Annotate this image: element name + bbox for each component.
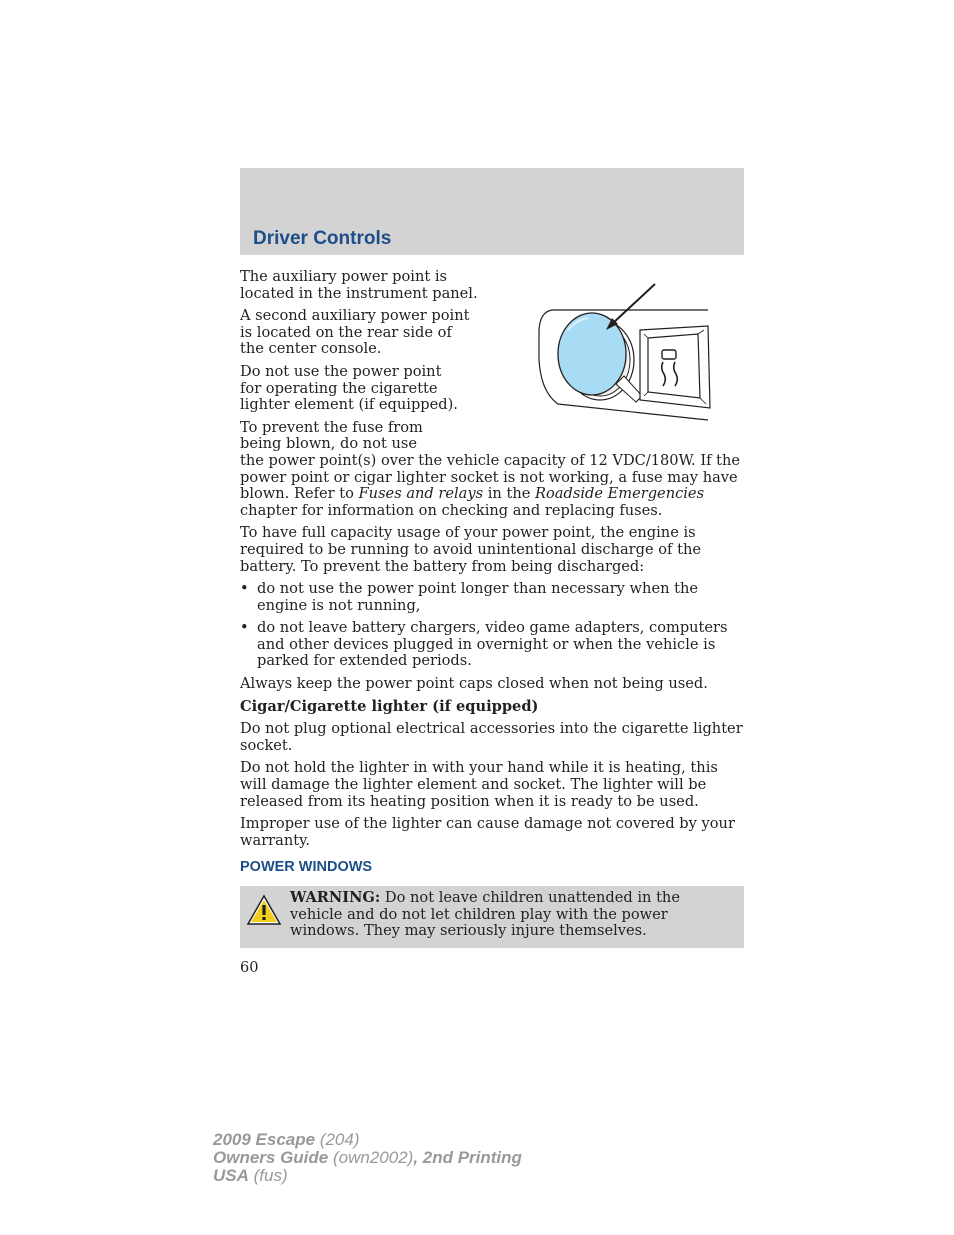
paragraph-improper-use: Improper use of the lighter can cause damage not covered by your warranty. [240, 815, 735, 849]
paragraph-no-accessories: Do not plug optional electrical accessories into the cigarette lighter socket. [240, 720, 743, 754]
paragraph-no-lighter-element: Do not use the power point for operating the cigarette lighter element (if equipped). [240, 362, 458, 414]
paragraph-lighter-heating: Do not hold the lighter in with your hand while it is heating, this will damage the lighter element and socket. The lighter will be released from its heating position when it is ready to be used. [240, 759, 718, 810]
paragraph-fuse-warning [240, 420, 744, 520]
fuse-warning-text-b: in the [483, 485, 536, 503]
section-title: Driver Controls [253, 228, 392, 249]
paragraph-caps-closed: Always keep the power point caps closed when not being used. [240, 675, 708, 693]
footer-printing: , 2nd Printing [413, 1148, 522, 1167]
list-item: • do not leave battery chargers, video game adapters, computers and other devices plugged in overnight or when the vehicle is parked for extended periods. [240, 620, 744, 670]
list-item: • do not use the power point longer than necessary when the engine is not running, [240, 581, 744, 614]
figure-wrap-spacer [444, 420, 744, 450]
warning-triangle-icon [246, 894, 282, 926]
subhead-cigarette-lighter: Cigar/Cigarette lighter (if equipped) [240, 697, 539, 715]
fuses-relays-reference: Fuses and relays [358, 485, 484, 503]
footer-model: 2009 Escape [213, 1130, 316, 1149]
footer-guide: Owners Guide [213, 1148, 329, 1167]
footer-market: USA [213, 1166, 249, 1185]
warning-text: Do not leave children unattended in the vehicle and do not let children play with the power windows. They may seriously injure themselves. [290, 889, 680, 940]
page-number: 60 [240, 960, 259, 976]
fuse-warning-text-a: To prevent the fuse from being blown, do not use the power point(s) over the vehicle capacity of 12 VDC/180W. If the power point or cigar lighter socket is not working, a fuse may have blown. Refer to [240, 418, 741, 503]
heading-power-windows: POWER WINDOWS [240, 859, 373, 876]
fuse-warning-text-c: chapter for information on checking and replacing fuses. [240, 501, 663, 519]
battery-discharge-list [240, 581, 744, 670]
body-text [240, 269, 744, 948]
footer-market-code: (fus) [248, 1166, 288, 1185]
footer-model-code: (204) [315, 1130, 360, 1149]
warning-box [240, 886, 744, 948]
paragraph-full-capacity: To have full capacity usage of your power point, the engine is required to be running to avoid unintentional discharge of the battery. To prevent the battery from being discharged: [240, 524, 701, 575]
footer-guide-code: (own2002) [328, 1148, 414, 1167]
paragraph-second-power-point: A second auxiliary power point is located on the rear side of the center console. [240, 307, 470, 358]
footer-print-info [213, 1131, 522, 1185]
roadside-emergencies-reference: Roadside Emergencies [535, 485, 705, 503]
warning-label: WARNING: [290, 889, 381, 906]
paragraph-aux-power-location: The auxiliary power point is located in the instrument panel. [240, 268, 478, 302]
